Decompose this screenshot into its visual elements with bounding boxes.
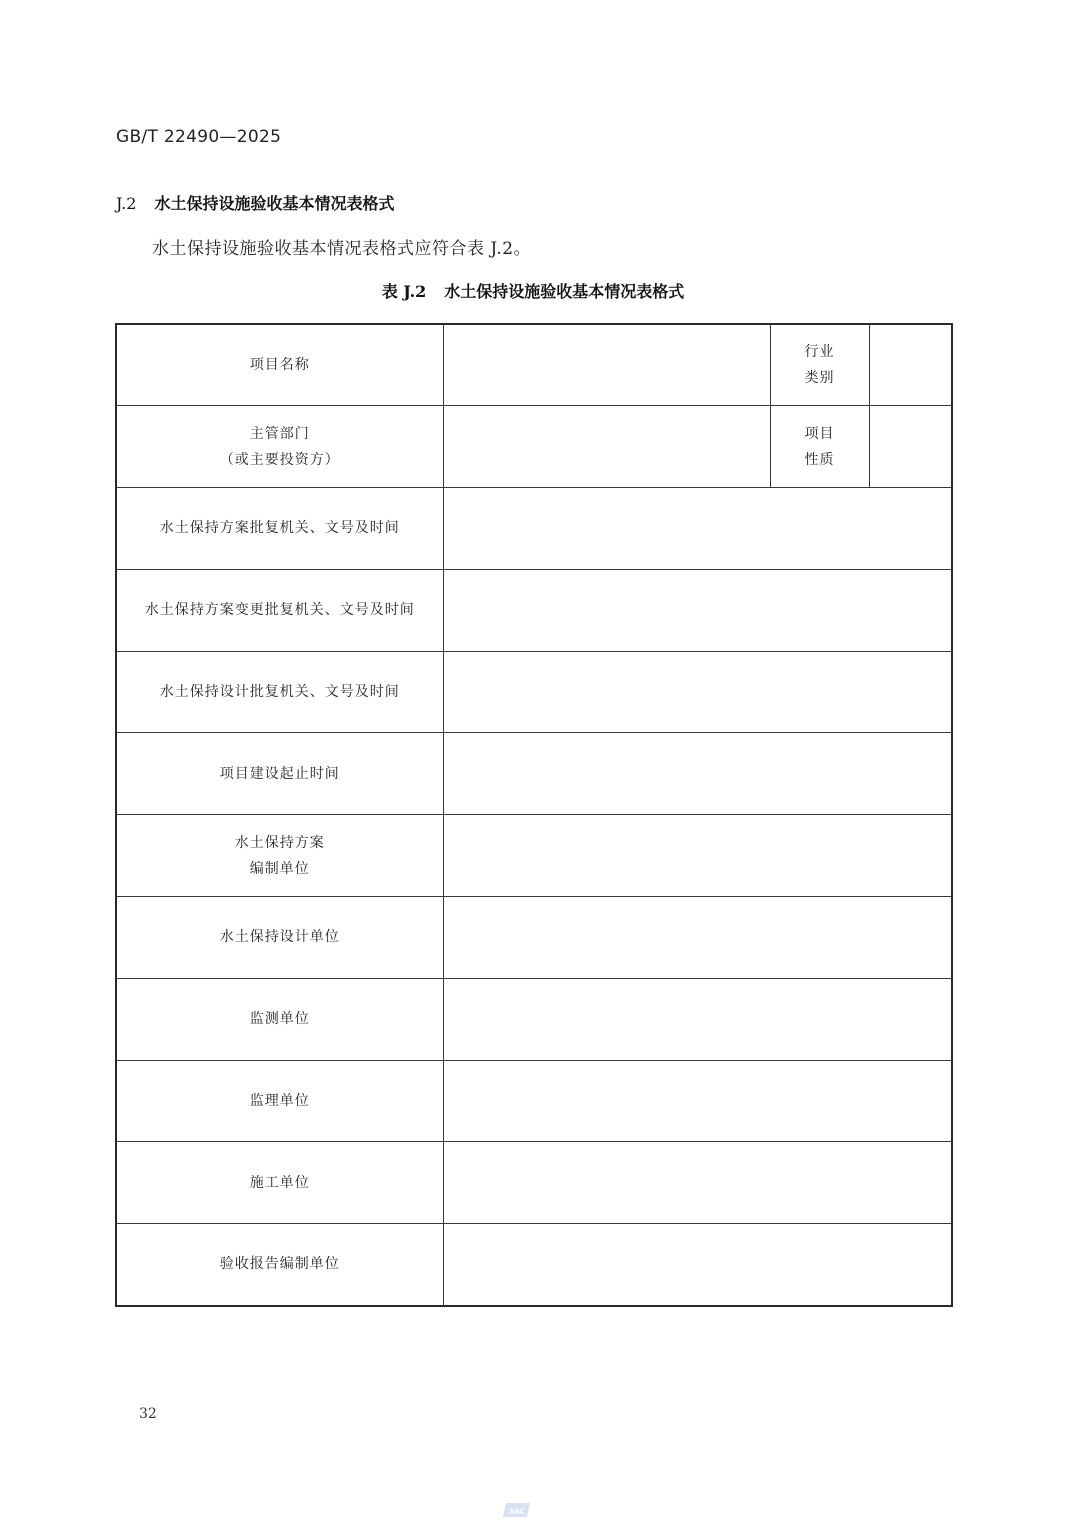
table-row: [116, 733, 952, 815]
row-label-cell: 项目建设起止时间: [116, 733, 443, 815]
table-row: [116, 1060, 952, 1142]
row-value-cell[interactable]: [443, 1142, 952, 1224]
table-row: [116, 406, 952, 488]
table-row: [116, 1224, 952, 1306]
cell-text-line: 编制单位: [249, 860, 310, 877]
cell-text-line: （或主要投资方）: [219, 451, 340, 468]
row-value-cell[interactable]: [443, 406, 770, 488]
row-value-cell[interactable]: [443, 815, 952, 897]
row-label-cell: [116, 324, 443, 406]
row-value-cell[interactable]: [443, 897, 952, 979]
standard-code: GB/T 22490—2025: [116, 127, 282, 147]
row-value-cell[interactable]: [443, 1060, 952, 1142]
row-value-cell[interactable]: [443, 651, 952, 733]
row-label-cell: 监测单位: [116, 978, 443, 1060]
cell-text-line: 行业: [804, 344, 835, 361]
side-label-cell: [770, 406, 869, 488]
row-label-cell: 水土保持设计单位: [116, 897, 443, 979]
row-label-cell: 施工单位: [116, 1142, 443, 1224]
row-value-cell[interactable]: [443, 733, 952, 815]
row-label-cell: [116, 406, 443, 488]
section-heading: [116, 191, 394, 214]
table-row: [116, 978, 952, 1060]
table-row: [116, 324, 952, 406]
svg-text:SAC: SAC: [509, 1507, 525, 1516]
table-row: [116, 897, 952, 979]
table-row: [116, 815, 952, 897]
side-value-cell[interactable]: [869, 406, 952, 488]
side-value-cell[interactable]: [869, 324, 952, 406]
table-row: [116, 488, 952, 570]
acceptance-info-table: [115, 323, 953, 1307]
row-label-cell: 水土保持方案变更批复机关、文号及时间: [116, 569, 443, 651]
section-title: 水土保持设施验收基本情况表格式: [154, 194, 395, 213]
intro-paragraph: 水土保持设施验收基本情况表格式应符合表 J.2。: [152, 239, 532, 259]
page-number: 32: [139, 1406, 157, 1422]
row-label-cell: 监理单位: [116, 1060, 443, 1142]
side-label-cell: [770, 324, 869, 406]
row-label-cell: 验收报告编制单位: [116, 1224, 443, 1306]
table-body: [116, 324, 952, 1306]
row-value-cell[interactable]: [443, 324, 770, 406]
cell-text-line: 水土保持方案: [234, 834, 325, 851]
row-value-cell[interactable]: [443, 1224, 952, 1306]
table-caption-number: 表 J.2: [381, 282, 427, 301]
watermark-logo: [503, 1501, 533, 1519]
row-value-cell[interactable]: [443, 488, 952, 570]
row-value-cell[interactable]: [443, 978, 952, 1060]
row-label-cell: 水土保持设计批复机关、文号及时间: [116, 651, 443, 733]
row-label-cell: [116, 815, 443, 897]
table-row: [116, 651, 952, 733]
row-label-cell: 水土保持方案批复机关、文号及时间: [116, 488, 443, 570]
cell-text-line: 主管部门: [249, 425, 310, 442]
table-caption: [0, 279, 1066, 302]
row-value-cell[interactable]: [443, 569, 952, 651]
table-row: [116, 1142, 952, 1224]
cell-text-line: 项目: [804, 425, 835, 442]
section-number: J.2: [116, 194, 137, 213]
cell-text-line: 类别: [804, 370, 835, 387]
table-caption-title: 水土保持设施验收基本情况表格式: [444, 282, 685, 301]
table-row: [116, 569, 952, 651]
cell-text-line: 项目名称: [249, 357, 310, 374]
cell-text-line: 性质: [804, 451, 835, 468]
